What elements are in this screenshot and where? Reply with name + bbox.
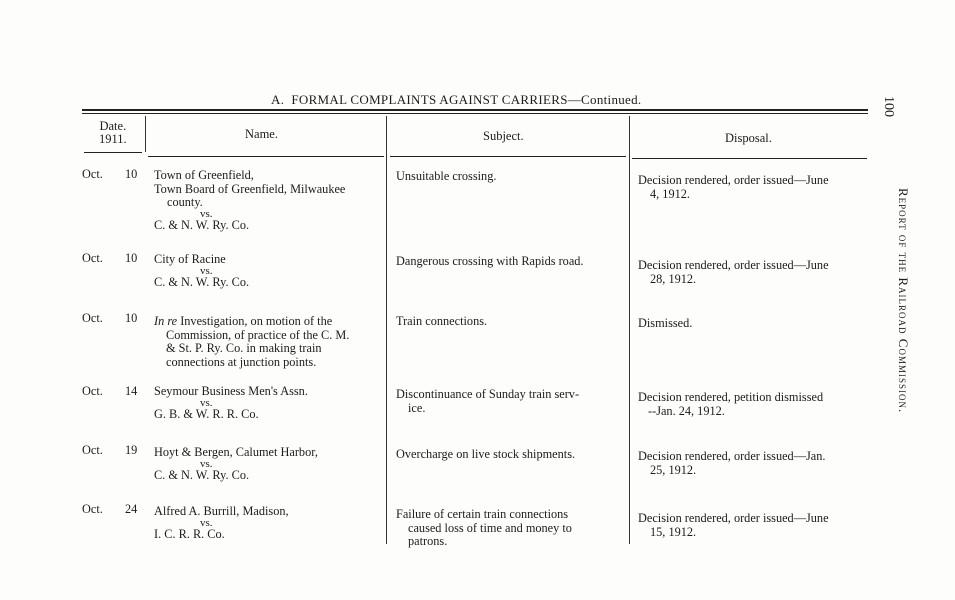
- subject-cell: [396, 315, 487, 329]
- name-line: county.: [167, 195, 203, 209]
- disposal-line: 4, 1912.: [650, 186, 690, 201]
- subject-cell: [396, 388, 579, 415]
- disposal-line: Decision rendered, order issued—June: [638, 258, 829, 272]
- subject-line: ice.: [408, 400, 426, 415]
- name-line: C. & N. W. Ry. Co.: [154, 217, 250, 232]
- versus-label: vs.: [200, 516, 213, 529]
- column-divider-subject: [629, 116, 630, 544]
- disposal-line: 28, 1912.: [650, 271, 697, 286]
- date-month: Oct.: [82, 443, 103, 457]
- header-underline-date: [84, 152, 142, 153]
- subject-line: caused loss of time and money to: [408, 520, 572, 535]
- subject-line: Failure of certain train connections: [396, 507, 569, 521]
- disposal-line: Decision rendered, order issued—June: [638, 511, 829, 525]
- disposal-line: Decision rendered, petition dismissed: [638, 390, 824, 404]
- disposal-line: 15, 1912.: [650, 524, 697, 539]
- disposal-line: Decision rendered, order issued—June: [638, 173, 829, 187]
- col-header-date-line2: 1911.: [99, 132, 127, 146]
- date-day: 14: [125, 384, 138, 398]
- disposal-cell: [638, 317, 692, 331]
- name-line: Town of Greenfield,: [154, 168, 254, 182]
- name-cell: [154, 253, 249, 289]
- subject-line: patrons.: [408, 534, 448, 548]
- name-line: connections at junction points.: [166, 354, 317, 369]
- versus-label: vs.: [200, 396, 213, 409]
- name-cell: [154, 385, 308, 421]
- disposal-cell: [638, 391, 823, 418]
- name-line: I. C. R. R. Co.: [154, 526, 225, 541]
- title-prefix: A.: [271, 92, 285, 107]
- name-line: Commission, of practice of the C. M.: [166, 327, 350, 342]
- subject-line: Dangerous crossing with Rapids road.: [396, 254, 584, 268]
- date-month: Oct.: [82, 311, 103, 325]
- versus-label: vs.: [200, 457, 213, 470]
- date-month: Oct.: [82, 167, 103, 181]
- date-day: 10: [125, 251, 138, 265]
- subject-line: Unsuitable crossing.: [396, 169, 497, 183]
- name-line: Hoyt & Bergen, Calumet Harbor,: [154, 445, 318, 459]
- date-month: Oct.: [82, 384, 103, 398]
- versus-label: vs.: [200, 207, 213, 220]
- name-cell: [154, 505, 289, 541]
- date-day: 24: [125, 502, 138, 516]
- subject-cell: [396, 170, 496, 184]
- disposal-cell: [638, 512, 829, 539]
- date-month: Oct.: [82, 502, 103, 516]
- disposal-line: Dismissed.: [638, 316, 693, 330]
- name-line: Seymour Business Men's Assn.: [154, 384, 308, 398]
- col-header-subject: Subject.: [483, 129, 524, 143]
- subject-line: Train connections.: [396, 314, 488, 328]
- date-day: 19: [125, 443, 138, 457]
- header-underline-subject: [390, 156, 626, 157]
- top-rule-thin: [82, 113, 868, 114]
- name-line: Town Board of Greenfield, Milwaukee: [154, 181, 346, 196]
- in-re-label: In re: [154, 314, 178, 328]
- name-line: & St. P. Ry. Co. in making train: [166, 341, 322, 355]
- name-cell: [154, 315, 349, 369]
- top-rule-thick: [82, 109, 868, 111]
- col-header-date-line1: Date.: [99, 119, 127, 133]
- disposal-line: --Jan. 24, 1912.: [648, 403, 725, 418]
- name-cell: [154, 169, 345, 232]
- disposal-line: Decision rendered, order issued—Jan.: [638, 449, 826, 463]
- subject-line: Discontinuance of Sunday train serv-: [396, 387, 580, 401]
- date-day: 10: [125, 311, 138, 325]
- header-underline-name: [148, 156, 384, 157]
- name-line: C. & N. W. Ry. Co.: [154, 274, 250, 289]
- col-header-disposal: Disposal.: [725, 131, 772, 145]
- title-main: FORMAL COMPLAINTS AGAINST CARRIERS: [291, 92, 568, 107]
- title-suffix: —Continued.: [567, 92, 642, 107]
- name-line: [154, 315, 349, 329]
- date-month: Oct.: [82, 251, 103, 265]
- disposal-line: 25, 1912.: [650, 462, 697, 477]
- subject-cell: [396, 255, 584, 269]
- col-header-name: Name.: [245, 127, 278, 141]
- col-header-date: [99, 120, 127, 146]
- name-line: C. & N. W. Ry. Co.: [154, 467, 250, 482]
- subject-cell: [396, 448, 575, 462]
- name-line: G. B. & W. R. R. Co.: [154, 406, 259, 421]
- header-underline-disposal: [632, 158, 867, 159]
- page-title: [271, 92, 641, 108]
- subject-line: Overcharge on live stock shipments.: [396, 447, 576, 461]
- page-number: 100: [881, 96, 896, 117]
- column-divider-name: [386, 116, 387, 544]
- disposal-cell: [638, 174, 829, 201]
- running-side-title: Report of the Railroad Commission.: [896, 188, 911, 414]
- column-divider-date: [145, 116, 146, 152]
- subject-cell: [396, 508, 572, 549]
- disposal-cell: [638, 450, 825, 477]
- name-line: Alfred A. Burrill, Madison,: [154, 504, 289, 518]
- name-line: City of Racine: [154, 252, 226, 266]
- date-day: 10: [125, 167, 138, 181]
- disposal-cell: [638, 259, 829, 286]
- name-cell: [154, 446, 318, 482]
- name-text: Investigation, on motion of the: [180, 314, 333, 328]
- versus-label: vs.: [200, 264, 213, 277]
